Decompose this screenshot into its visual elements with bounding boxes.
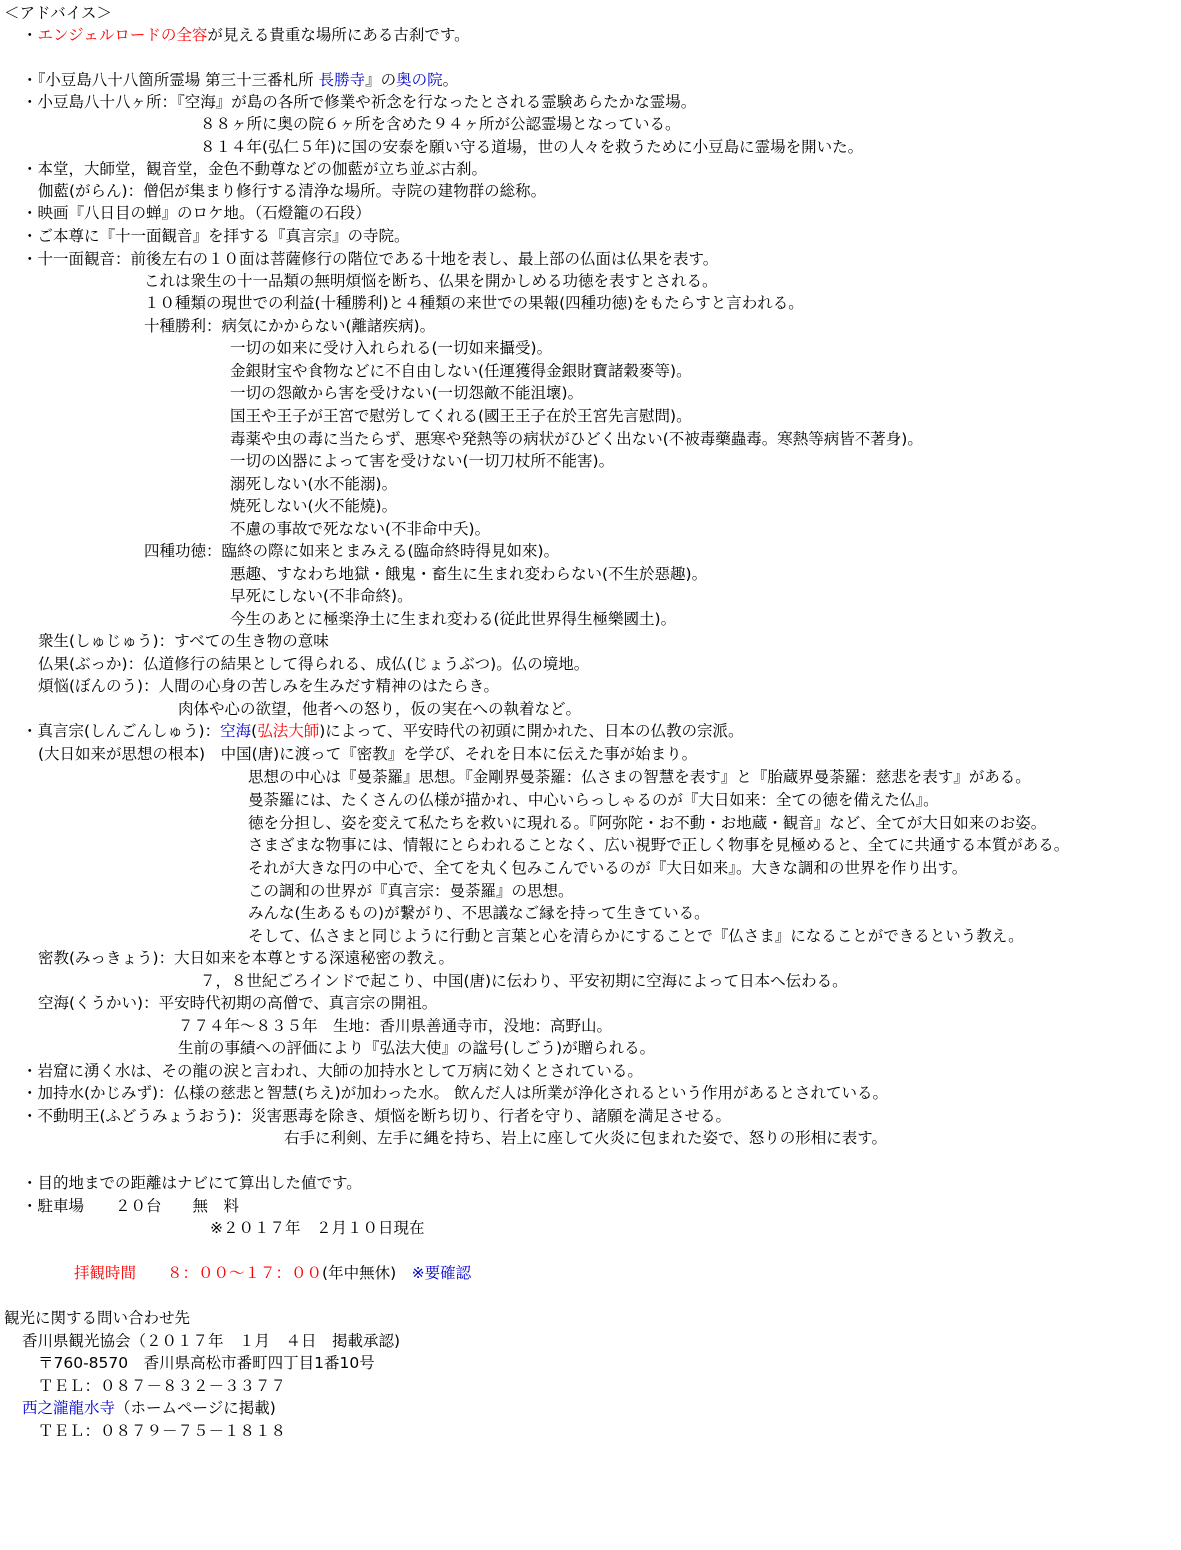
text-segment: 徳を分担し、姿を変えて私たちを救いに現れる。『阿弥陀・お不動・お地蔵・観音』など、全てが大日如来のお姿。 [248,814,1047,832]
text-line [22,1105,731,1127]
text-segment: さまざまな物事には、情報にとらわれることなく、広い視野で正しく物事を見極めると、全てに共通する本質がある。 [248,836,1070,854]
text-segment: 〒760-8570 香川県高松市番町四丁目1番10号 [38,1354,375,1372]
text-line [38,992,437,1014]
text-segment: 。 [442,71,459,89]
text-segment: １０種類の現世での利益(十種勝利)と４種類の来世での果報(四種功徳)をもたらすと言われる。 [144,294,804,312]
text-line [178,698,581,720]
text-line [22,1195,239,1217]
text-line [22,1172,362,1194]
text-segment: ・駐車場 ２０台 無 料 [22,1197,240,1215]
text-segment: 国王や王子が王宮で慰労してくれる(國王王子在於王宮先言慰問)。 [230,407,692,425]
text-segment: ７７４年～８３５年 生地：香川県善通寺市，没地：高野山。 [178,1017,613,1035]
text-segment: 溺死しない(水不能溺)。 [230,475,398,493]
text-segment: 観光に関する問い合わせ先 [4,1309,191,1327]
text-line [248,766,1031,788]
text-line [22,91,696,113]
text-segment: ・本堂，大師堂，観音堂，金色不動尊などの伽藍が立ち並ぶ古刹。 [22,160,488,178]
text-segment: 衆生(しゅじゅう)：すべての生き物の意味 [38,632,329,650]
text-line [230,518,490,540]
highlight-text-blue: 長勝寺 [318,71,366,89]
text-segment: ＴＥＬ：０８７９－７５－１８１８ [38,1422,287,1440]
text-line [22,69,458,91]
text-segment: ＴＥＬ：０８７－８３２－３３７７ [38,1377,287,1395]
text-line [38,743,697,765]
text-line [230,360,692,382]
highlight-text-red: エンジェルロードの全容 [37,26,208,44]
text-segment: そして、仏さまと同じように行動と言葉と心を清らかにすることで『仏さま』になることができるという教え。 [248,927,1024,945]
text-line [22,225,410,247]
text-line [4,1307,190,1329]
text-segment: 思想の中心は『曼荼羅』思想。『金剛界曼荼羅：仏さまの智慧を表す』と『胎蔵界曼荼羅：慈悲を表す』がある。 [248,768,1031,786]
text-line [230,337,552,359]
text-segment: ７，８世紀ごろインドで起こり、中国(唐)に伝わり、平安初期に空海によって日本へ伝わる。 [200,972,848,990]
text-line [38,1375,286,1397]
text-segment: 伽藍(がらん)：僧侶が集まり修行する清浄な場所。寺院の建物群の総称。 [38,182,547,200]
text-line [248,812,1046,834]
text-segment: 右手に利剣、左手に縄を持ち、岩上に座して火炎に包まれた姿で、怒りの形相に表す。 [284,1129,887,1147]
highlight-text-red: 拝観時間 ８：００～１７：００ [74,1264,323,1282]
text-line [248,834,1069,856]
text-line [38,180,546,202]
text-segment: それが大きな円の中心で、全てを丸く包みこんでいるのが『大日如来』。大きな調和の世界を作り出す。 [248,859,968,877]
text-segment: (年中無休) [322,1264,412,1282]
highlight-text-blue: 西之瀧龍水寺 [22,1399,116,1417]
text-line [22,24,470,46]
text-segment: 四種功徳：臨終の際に如来とまみえる(臨命終時得見如來)。 [144,542,560,560]
text-segment: 空海(くうかい)：平安時代初期の高僧で、真言宗の開祖。 [38,994,438,1012]
text-segment: ・加持水(かじみず)：仏様の慈悲と智慧(ちえ)が加わった水。 飲んだ人は所業が浄化されるという作用があるとされている。 [22,1084,888,1102]
text-segment: 香川県観光協会（２０１７年 １月 ４日 掲載承認) [22,1332,401,1350]
text-segment: （ホームページに掲載) [115,1399,276,1417]
text-segment: 早死にしない(不非命終)。 [230,587,413,605]
text-line [38,630,329,652]
text-segment: 焼死しない(火不能燒)。 [230,497,398,515]
text-segment: 仏果(ぶっか)：仏道修行の結果として得られる、成仏(じょうぶつ)。仏の境地。 [38,655,590,673]
text-segment: ・目的地までの距離はナビにて算出した値です。 [22,1174,362,1192]
text-segment: が見える貴重な場所にある古刹です。 [207,26,470,44]
text-segment: 密教(みっきょう)：大日如来を本尊とする深遠秘密の教え。 [38,949,455,967]
text-line [200,136,863,158]
text-segment: 生前の事績への評価により『弘法大使』の諡号(しごう)が贈られる。 [178,1039,656,1057]
text-line [178,1037,655,1059]
text-line [248,902,710,924]
text-line [38,947,454,969]
text-segment: ・十一面観音：前後左右の１０面は菩薩修行の階位である十地を表し、最上部の仏面は仏果を表す。 [22,250,719,268]
text-line [284,1127,887,1149]
text-line [248,880,574,902]
text-segment: (大日如来が思想の根本) 中国(唐)に渡って『密教』を学び、それを日本に伝えた事が始まり。 [38,745,698,763]
text-segment: 今生のあとに極楽浄土に生まれ変わる(従此世界得生極樂國土)。 [230,610,677,628]
text-line [248,925,1024,947]
text-line [22,202,371,224]
text-segment: )によって、平安時代の初頭に開かれた、日本の仏教の宗派。 [319,722,744,740]
text-line [230,382,583,404]
text-line [210,1217,425,1239]
text-line [22,1397,276,1419]
text-line [248,789,939,811]
text-segment: 一切の如来に受け入れられる(一切如来攝受)。 [230,339,553,357]
text-line [230,473,397,495]
text-segment: 肉体や心の欲望，他者への怒り，仮の実在への執着など。 [178,700,582,718]
text-line [230,563,707,585]
text-line [22,1060,643,1082]
text-line [248,857,967,879]
text-segment: ・映画『八日目の蝉』のロケ地。（石燈籠の石段） [22,204,371,222]
text-line [230,450,614,472]
text-segment: 』の [365,71,397,89]
text-segment: 不慮の事故で死なない(不非命中夭)。 [230,520,491,538]
text-line [4,2,112,24]
text-segment: みんな(生あるもの)が繋がり、不思議なご縁を持って生きている。 [248,904,710,922]
text-segment: 十種勝利：病気にかからない(離諸疾病)。 [144,317,436,335]
text-segment: ・ [22,26,38,44]
text-segment: ( [251,722,258,740]
text-segment: ・不動明王(ふどうみょうおう)：災害悪毒を除き、煩悩を断ち切り、行者を守り、諸願を満足させる。 [22,1107,731,1125]
text-line [22,1082,888,1104]
text-line [22,1330,400,1352]
text-segment: 一切の凶器によって害を受けない(一切刀杖所不能害)。 [230,452,615,470]
text-line [230,608,676,630]
text-line [178,1015,612,1037]
text-line [144,292,804,314]
text-line [144,270,718,292]
text-segment: ８１４年(弘仁５年)に国の安泰を願い守る道場，世の人々を救うために小豆島に霊場を開いた。 [200,138,864,156]
text-line [74,1262,471,1284]
text-line [38,1352,375,1374]
text-line [22,720,743,742]
text-line [144,540,559,562]
text-segment: 毒薬や虫の毒に当たらず、悪寒や発熱等の病状がひどく出ない(不被毒藥蟲毒。寒熱等病皆不著身)。 [230,430,923,448]
text-line [200,970,848,992]
text-line [38,653,589,675]
text-segment: ・岩窟に湧く水は、その龍の涙と言われ、大師の加持水として万病に効くとされている。 [22,1062,643,1080]
text-segment: これは衆生の十一品類の無明煩悩を断ち、仏果を開かしめる功徳を表すとされる。 [144,272,718,290]
text-segment: ・小豆島八十八ヶ所：『空海』が島の各所で修業や祈念を行なったとされる霊験あらたかな霊場。 [22,93,697,111]
text-segment: ＜アドバイス＞ [4,4,113,22]
text-segment: 悪趣、すなわち地獄・餓鬼・畜生に生まれ変わらない(不生於惡趣)。 [230,565,708,583]
text-segment: この調和の世界が『真言宗：曼荼羅』の思想。 [248,882,574,900]
text-line [22,248,718,270]
text-segment: 一切の怨敵から害を受けない(一切怨敵不能沮壞)。 [230,384,584,402]
text-segment: ・ご本尊に『十一面観音』を拝する『真言宗』の寺院。 [22,227,410,245]
text-segment: 曼荼羅には、たくさんの仏様が描かれ、中心いらっしゃるのが『大日如来：全ての徳を備えた仏』。 [248,791,939,809]
text-line [200,113,681,135]
text-line [230,428,923,450]
text-line [230,585,413,607]
text-segment: ８８ヶ所に奥の院６ヶ所を含めた９４ヶ所が公認霊場となっている。 [200,115,681,133]
text-segment: ・真言宗(しんごんしゅう)： [22,722,221,740]
text-segment: 煩悩(ぼんのう)：人間の心身の苦しみを生みだす精神のはたらき。 [38,677,499,695]
highlight-text-red: 弘法大師 [257,722,320,740]
text-line [144,315,435,337]
text-line [230,405,692,427]
text-line [230,495,397,517]
text-line [38,675,499,697]
highlight-text-blue: 奥の院 [396,71,443,89]
text-segment: ※２０１７年 ２月１０日現在 [210,1219,425,1237]
text-line [38,1420,286,1442]
highlight-text-blue: ※要確認 [411,1264,472,1282]
text-segment: 金銀財宝や食物などに不自由しない(任運獲得金銀財寶諸穀麥等)。 [230,362,692,380]
highlight-text-blue: 空海 [220,722,252,740]
text-line [22,158,487,180]
text-segment: ・『小豆島八十八箇所霊場 第三十三番札所 [22,71,319,89]
